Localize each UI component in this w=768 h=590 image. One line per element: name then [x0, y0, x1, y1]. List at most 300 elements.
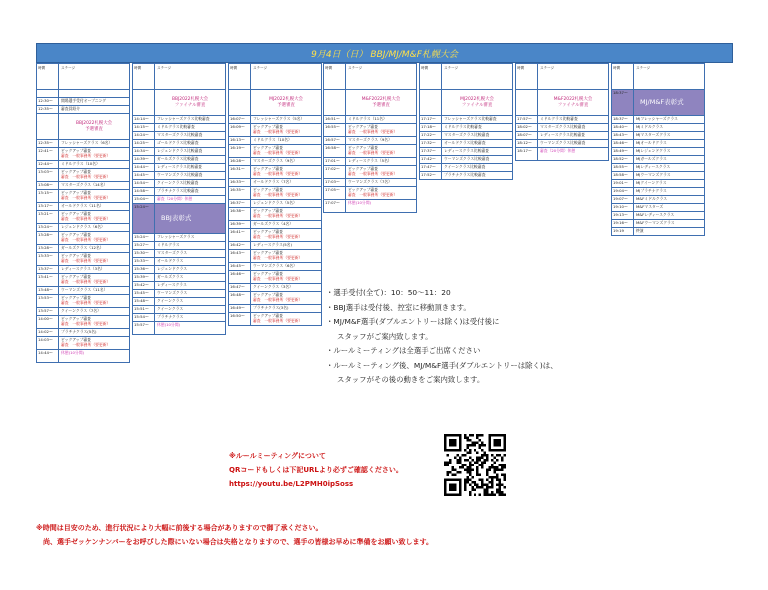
schedule-row: [515, 124, 609, 132]
stage-text: クイーンクラス比較審査: [157, 180, 199, 185]
stage-text: フレッシャーズクラス比較審査: [157, 116, 210, 121]
time-cell: [37, 90, 59, 97]
stage-cell: [538, 90, 608, 115]
schedule-column: [515, 63, 609, 161]
stage-text: レディースクラス(5名): [253, 242, 292, 247]
schedule-row: [132, 290, 226, 298]
stage-text: マスターズクラス（14名）: [61, 182, 108, 187]
time-cell: 17:52～: [420, 172, 442, 179]
schedule-row: [228, 305, 322, 313]
stage-cell: [251, 166, 321, 178]
stage-subtext: 審査 一般事務所（要更新）: [348, 191, 398, 197]
stage-text: ビックアップ審査: [253, 166, 283, 171]
schedule-row: [515, 140, 609, 148]
time-cell: 16:19～: [229, 145, 251, 157]
schedule-row: [36, 266, 130, 274]
schedule-row: [323, 179, 417, 187]
schedule-row: [323, 158, 417, 166]
schedule-row: [228, 263, 322, 271]
time-cell: 14:34～: [133, 148, 155, 155]
stage-cell: [634, 116, 704, 123]
stage-cell: [155, 204, 225, 233]
stage-cell: [59, 308, 129, 315]
stage-text: MJミドルクラス: [636, 124, 663, 129]
stage-text: ビックアップ審査: [61, 253, 91, 258]
stage-cell: [251, 250, 321, 262]
time-cell: 17:03～: [324, 179, 346, 186]
schedule-row: [36, 190, 130, 203]
stage-cell: [346, 179, 416, 186]
schedule-row: [419, 90, 513, 116]
time-cell: 18:37～: [612, 90, 634, 115]
stage-text: ウーマンズクラス: [157, 290, 188, 295]
stage-cell: [155, 314, 225, 321]
time-cell: 18:43～: [612, 132, 634, 139]
stage-cell: [346, 166, 416, 178]
schedule-row: [36, 161, 130, 169]
time-cell: 14:25～: [133, 140, 155, 147]
note-item: ・ ルールミーティングは全選手ご出席ください: [326, 344, 556, 359]
stage-text: レジェンドクラス: [157, 266, 188, 271]
schedule-column: [419, 63, 513, 180]
stage-cell: [442, 156, 512, 163]
stage-text: クイーンクラス: [157, 298, 184, 303]
time-cell: 12:35～: [37, 140, 59, 147]
stage-cell: [155, 116, 225, 123]
stage-cell: [59, 190, 129, 202]
stage-text: BBJ2022札幌大会: [75, 120, 113, 126]
schedule-row: [36, 211, 130, 224]
stage-cell: [442, 132, 512, 139]
stage-text: ウーマンズクラス（6名）: [253, 263, 297, 268]
stage-cell: [538, 148, 608, 160]
stage-text: ビックアップ審査: [348, 187, 378, 192]
stage-cell: [59, 274, 129, 286]
stage-header: ステージ: [540, 66, 555, 70]
schedule-row: [611, 124, 705, 132]
time-cell: 12:35～: [37, 106, 59, 113]
note-item: ・ BBJ選手は受付後、控室に移動頂きます。: [326, 301, 556, 316]
time-cell: 16:58～: [324, 145, 346, 157]
stage-cell: [59, 295, 129, 307]
stage-cell: [59, 182, 129, 189]
time-cell: 14:44～: [37, 350, 59, 362]
schedule-row: [132, 204, 226, 234]
stage-cell: [634, 212, 704, 219]
column-header: [419, 63, 513, 90]
stage-text: フレッシャーズクラス（6名）: [61, 140, 113, 145]
stage-subtext: 審査 一般事務所（要更新）: [61, 299, 111, 305]
stage-text: ビックアップ審査: [61, 190, 91, 195]
stage-cell: [155, 188, 225, 195]
schedule-row: [228, 242, 322, 250]
time-cell: 18:55～: [612, 164, 634, 171]
stage-text: ビックアップ審査: [348, 124, 378, 129]
stage-cell: [251, 229, 321, 241]
schedule-row: [419, 164, 513, 172]
stage-cell: [346, 116, 416, 123]
stage-subtext: 予選審査: [85, 126, 103, 132]
stage-cell: [251, 292, 321, 304]
schedule-row: [228, 284, 322, 292]
schedule-row: [419, 172, 513, 180]
stage-text: レジェンドクラス（6名）: [61, 224, 105, 229]
time-cell: 17:42～: [420, 156, 442, 163]
stage-text: ミドルクラス: [157, 242, 180, 247]
stage-text: ミドルクラス（10名）: [61, 161, 100, 166]
stage-cell: [251, 145, 321, 157]
time-cell: 17:47～: [420, 164, 442, 171]
stage-cell: [59, 232, 129, 244]
time-cell: 15:51～: [133, 306, 155, 313]
schedule-row: [132, 116, 226, 124]
time-cell: [516, 90, 538, 115]
column-header: [323, 63, 417, 90]
stage-text: ビックアップ審査: [348, 145, 378, 150]
time-cell: 15:54～: [133, 314, 155, 321]
stage-cell: [155, 266, 225, 273]
time-cell: 16:45～: [229, 263, 251, 270]
stage-cell: [155, 290, 225, 297]
time-cell: 14:45～: [133, 172, 155, 179]
stage-cell: [59, 266, 129, 273]
time-header: 時間: [612, 64, 634, 89]
stage-cell: [538, 132, 608, 139]
time-cell: 17:07～: [324, 200, 346, 212]
stage-text: プラチナクラス(3名): [253, 305, 289, 310]
stage-cell: [251, 116, 321, 123]
stage-text: MJ2022札幌大会: [269, 96, 303, 102]
time-cell: 19:10～: [612, 204, 634, 211]
stage-text: マスターズクラス比較審査: [444, 132, 490, 137]
schedule-row: [36, 203, 130, 211]
stage-cell: [346, 158, 416, 165]
stage-cell: [59, 169, 129, 181]
stage-cell: [155, 306, 225, 313]
time-cell: 15:45～: [133, 290, 155, 297]
stage-cell: [155, 164, 225, 171]
schedule-row: [515, 148, 609, 161]
time-cell: 13:48～: [37, 287, 59, 294]
time-cell: 12:41～: [37, 148, 59, 160]
time-cell: 13:28～: [37, 245, 59, 252]
time-cell: 14:02～: [37, 329, 59, 336]
schedule-row: [132, 298, 226, 306]
stage-cell: [251, 187, 321, 199]
stage-subtext: 審査 一般事務所（要更新）: [253, 128, 303, 134]
schedule-row: [419, 116, 513, 124]
schedule-row: [419, 140, 513, 148]
stage-cell: [442, 164, 512, 171]
time-cell: 16:39～: [229, 221, 251, 228]
stage-cell: [634, 188, 704, 195]
stage-text: ビックアップ審査: [61, 316, 91, 321]
schedule-row: [132, 90, 226, 116]
time-cell: 13:03～: [37, 169, 59, 181]
schedule-row: [228, 221, 322, 229]
stage-cell: [442, 116, 512, 123]
schedule-row: [611, 180, 705, 188]
time-cell: 19:16～: [612, 220, 634, 227]
schedule-row: [36, 224, 130, 232]
stage-subtext: 審査 一般事務所（要更新）: [61, 278, 111, 284]
time-cell: 16:28～: [229, 158, 251, 165]
time-cell: 15:24～: [133, 234, 155, 241]
schedule-row: [323, 116, 417, 124]
stage-text: レディースクラス（3名）: [61, 266, 105, 271]
time-cell: 18:37～: [612, 116, 634, 123]
time-cell: 18:12～: [516, 140, 538, 147]
stage-text: MJプラチナクラス: [636, 188, 667, 193]
stage-text: ビックアップ審査: [61, 337, 91, 342]
stage-subtext: ファイナル審査: [557, 102, 589, 108]
stage-cell: [251, 284, 321, 291]
stage-subtext: 審査 一般事務所（要更新）: [253, 212, 303, 218]
schedule-row: [132, 124, 226, 132]
time-cell: 14:15～: [133, 124, 155, 131]
note-item: スタッフがご案内致します。: [337, 331, 433, 341]
time-cell: 17:57～: [516, 116, 538, 123]
stage-cell: [634, 140, 704, 147]
stage-cell: [59, 245, 129, 252]
note-item: ・ ルールミーティング後、MJ/M&F選手(ダブルエントリーは除く)は、: [326, 359, 556, 374]
stage-text: ウーマンズクラス比較審査: [540, 140, 586, 145]
time-header: 時間: [229, 64, 251, 89]
stage-text: マスターズクラス: [157, 250, 188, 255]
stage-text: レディースクラス: [157, 282, 187, 287]
time-cell: 15:33～: [133, 258, 155, 265]
schedule-row: [611, 116, 705, 124]
time-cell: 16:09～: [229, 124, 251, 136]
stage-text: M&Fマスターズ: [636, 204, 664, 209]
footer-note: [36, 521, 433, 549]
stage-text: マスターズクラス比較審査: [540, 124, 586, 129]
footer-line-1: ※時間は目安のため、進行状況により大幅に前後する場合がありますので御了承ください。: [36, 524, 323, 532]
stage-cell: [59, 316, 129, 328]
stage-cell: [155, 298, 225, 305]
schedule-row: [132, 282, 226, 290]
time-cell: 18:17～: [516, 148, 538, 160]
schedule-row: [132, 180, 226, 188]
time-cell: 13:28～: [37, 232, 59, 244]
rule-instruction: QRコードもしくは下記URLより必ずご確認ください。: [229, 466, 403, 474]
stage-text: ビックアップ審査: [253, 313, 283, 318]
time-cell: 18:52～: [612, 156, 634, 163]
time-cell: 15:04～: [133, 196, 155, 203]
stage-cell: [251, 200, 321, 207]
time-cell: 19:07～: [612, 196, 634, 203]
stage-cell: [155, 90, 225, 115]
note-item: ・ MJ/M&F選手(ダブルエントリーは除く)は受付後に: [326, 315, 556, 330]
stage-text: MJ/M&F表彰式: [640, 98, 684, 107]
stage-text: ゴールドクラス比較審査: [157, 140, 199, 145]
time-header: 時間: [420, 64, 442, 89]
stage-cell: [155, 274, 225, 281]
stage-subtext: 審査 一般事務所（要更新）: [348, 170, 398, 176]
time-cell: 16:47～: [229, 284, 251, 291]
stage-cell: [442, 140, 512, 147]
stage-text: M&Fミドルクラス: [636, 196, 668, 201]
schedule-row: [36, 329, 130, 337]
schedule-row: [419, 148, 513, 156]
schedule-row: [228, 124, 322, 137]
time-cell: 16:57～: [324, 137, 346, 144]
stage-text: ビックアップ審査: [61, 211, 91, 216]
schedule-row: [132, 266, 226, 274]
stage-cell: [634, 132, 704, 139]
stage-text: 休憩(10分間): [61, 350, 84, 355]
time-cell: 17:32～: [420, 140, 442, 147]
stage-text: ウーマンズクラス（7名）: [348, 179, 392, 184]
stage-text: ウーマンズクラス比較審査: [444, 156, 490, 161]
stage-cell: [538, 124, 608, 131]
stage-cell: [155, 234, 225, 241]
time-cell: 17:37～: [420, 148, 442, 155]
schedule-row: [611, 188, 705, 196]
stage-cell: [59, 329, 129, 336]
time-cell: 13:17～: [37, 203, 59, 210]
stage-text: BBJ表彰式: [161, 214, 192, 223]
time-header: 時間: [516, 64, 538, 89]
schedule-row: [323, 90, 417, 116]
time-cell: 16:37～: [229, 200, 251, 207]
time-cell: 16:46～: [229, 271, 251, 283]
stage-subtext: 審査 一般事務所（要更新）: [253, 191, 303, 197]
stage-text: ビックアップ審査: [253, 229, 283, 234]
time-cell: 14:39～: [133, 156, 155, 163]
time-cell: 16:49～: [229, 305, 251, 312]
stage-subtext: 審査 一般事務所（要更新）: [61, 341, 111, 347]
schedule-row: [132, 148, 226, 156]
stage-cell: [634, 204, 704, 211]
stage-cell: [59, 140, 129, 147]
stage-text: MJ2022札幌大会: [460, 96, 494, 102]
notes-list: [326, 286, 556, 388]
stage-text: M&Fレディースクラス: [636, 212, 675, 217]
time-cell: 16:38～: [229, 208, 251, 220]
schedule-row: [611, 148, 705, 156]
stage-cell: [59, 253, 129, 265]
footer-line-2: 尚、選手ゼッケンナンバーをお呼びした際にいない場合は失格となりますので、選手の皆様お早めに準備をお願い致します。: [36, 538, 433, 546]
schedule-row: [611, 196, 705, 204]
stage-text: MJマスターズクラス: [636, 132, 671, 137]
stage-cell: [346, 187, 416, 199]
stage-text: 終演: [636, 228, 644, 233]
time-cell: 13:53～: [37, 295, 59, 307]
time-header: 時間: [37, 64, 59, 89]
stage-cell: [538, 116, 608, 123]
rule-url[interactable]: https://youtu.be/L2PMH0ipSoss: [229, 480, 354, 488]
time-cell: 16:07～: [229, 116, 251, 123]
stage-cell: [59, 114, 129, 139]
stage-cell: [155, 156, 225, 163]
schedule-row: [323, 187, 417, 200]
stage-subtext: 審査 一般事務所（要更新）: [61, 194, 111, 200]
time-cell: 17:05～: [324, 187, 346, 199]
time-cell: 13:15～: [37, 190, 59, 202]
stage-text: MJレジェンドクラス: [636, 148, 671, 153]
time-cell: 16:35～: [229, 187, 251, 199]
stage-cell: [251, 271, 321, 283]
stage-text: ビックアップ審査: [61, 148, 91, 153]
stage-text: 開場選手受付オープニング: [61, 98, 107, 103]
time-cell: 13:33～: [37, 253, 59, 265]
stage-cell: [155, 282, 225, 289]
schedule-row: [132, 140, 226, 148]
stage-header: ステージ: [636, 66, 651, 70]
time-cell: 14:54～: [133, 180, 155, 187]
stage-cell: [251, 305, 321, 312]
time-cell: 14:03～: [37, 337, 59, 349]
note-item: スタッフがその後の動きをご案内致します。: [337, 375, 485, 384]
schedule-row: [228, 179, 322, 187]
schedule-row: [36, 287, 130, 295]
stage-text: M&F2022札幌大会: [361, 96, 401, 102]
stage-text: フレッシャーズクラス: [157, 234, 195, 239]
schedule-row: [228, 137, 322, 145]
stage-cell: [155, 148, 225, 155]
stage-text: ビックアップ審査: [253, 124, 283, 129]
schedule-row: [228, 158, 322, 166]
stage-cell: [634, 90, 704, 115]
stage-header: ステージ: [444, 66, 459, 70]
stage-text: MJオールドクラス: [636, 140, 667, 145]
schedule-row: [36, 274, 130, 287]
stage-subtext: 審査 一般事務所（要更新）: [253, 296, 303, 302]
stage-text: ガールズクラス比較審査: [157, 156, 199, 161]
schedule-row: [611, 90, 705, 116]
schedule-row: [323, 200, 417, 213]
stage-cell: [155, 172, 225, 179]
schedule-row: [132, 156, 226, 164]
schedule-row: [132, 172, 226, 180]
stage-subtext: 審査 一般事務所（要更新）: [253, 233, 303, 239]
time-cell: 15:42～: [133, 282, 155, 289]
time-cell: 13:24～: [37, 224, 59, 231]
schedule-row: [419, 156, 513, 164]
column-header: [132, 63, 226, 90]
stage-cell: [59, 211, 129, 223]
stage-cell: [634, 148, 704, 155]
schedule-row: [419, 132, 513, 140]
time-cell: 18:58～: [612, 172, 634, 179]
stage-cell: [155, 180, 225, 187]
stage-text: プラチナクラス比較審査: [444, 172, 486, 177]
time-cell: 16:41～: [229, 229, 251, 241]
time-cell: 17:02～: [324, 166, 346, 178]
stage-text: ビックアップ審査: [253, 271, 283, 276]
stage-subtext: ファイナル審査: [174, 102, 206, 108]
schedule-row: [132, 188, 226, 196]
stage-text: 審査（20分間）休憩: [540, 148, 576, 153]
time-cell: [324, 90, 346, 115]
stage-cell: [155, 258, 225, 265]
stage-cell: [59, 98, 129, 105]
stage-cell: [155, 140, 225, 147]
stage-cell: [59, 203, 129, 210]
schedule-row: [515, 132, 609, 140]
rule-title: ※ルールミーティングについて: [229, 452, 326, 460]
time-cell: 13:37～: [37, 266, 59, 273]
schedule-row: [611, 156, 705, 164]
stage-subtext: 審査 一般事務所（要更新）: [348, 149, 398, 155]
stage-text: レディースクラス比較審査: [444, 148, 489, 153]
stage-subtext: 審査 一般事務所（要更新）: [253, 317, 303, 323]
stage-cell: [634, 228, 704, 235]
stage-text: 休憩(10分間): [157, 322, 180, 327]
time-cell: 15:48～: [133, 298, 155, 305]
stage-text: M&Fウーマンズクラス: [636, 220, 675, 225]
